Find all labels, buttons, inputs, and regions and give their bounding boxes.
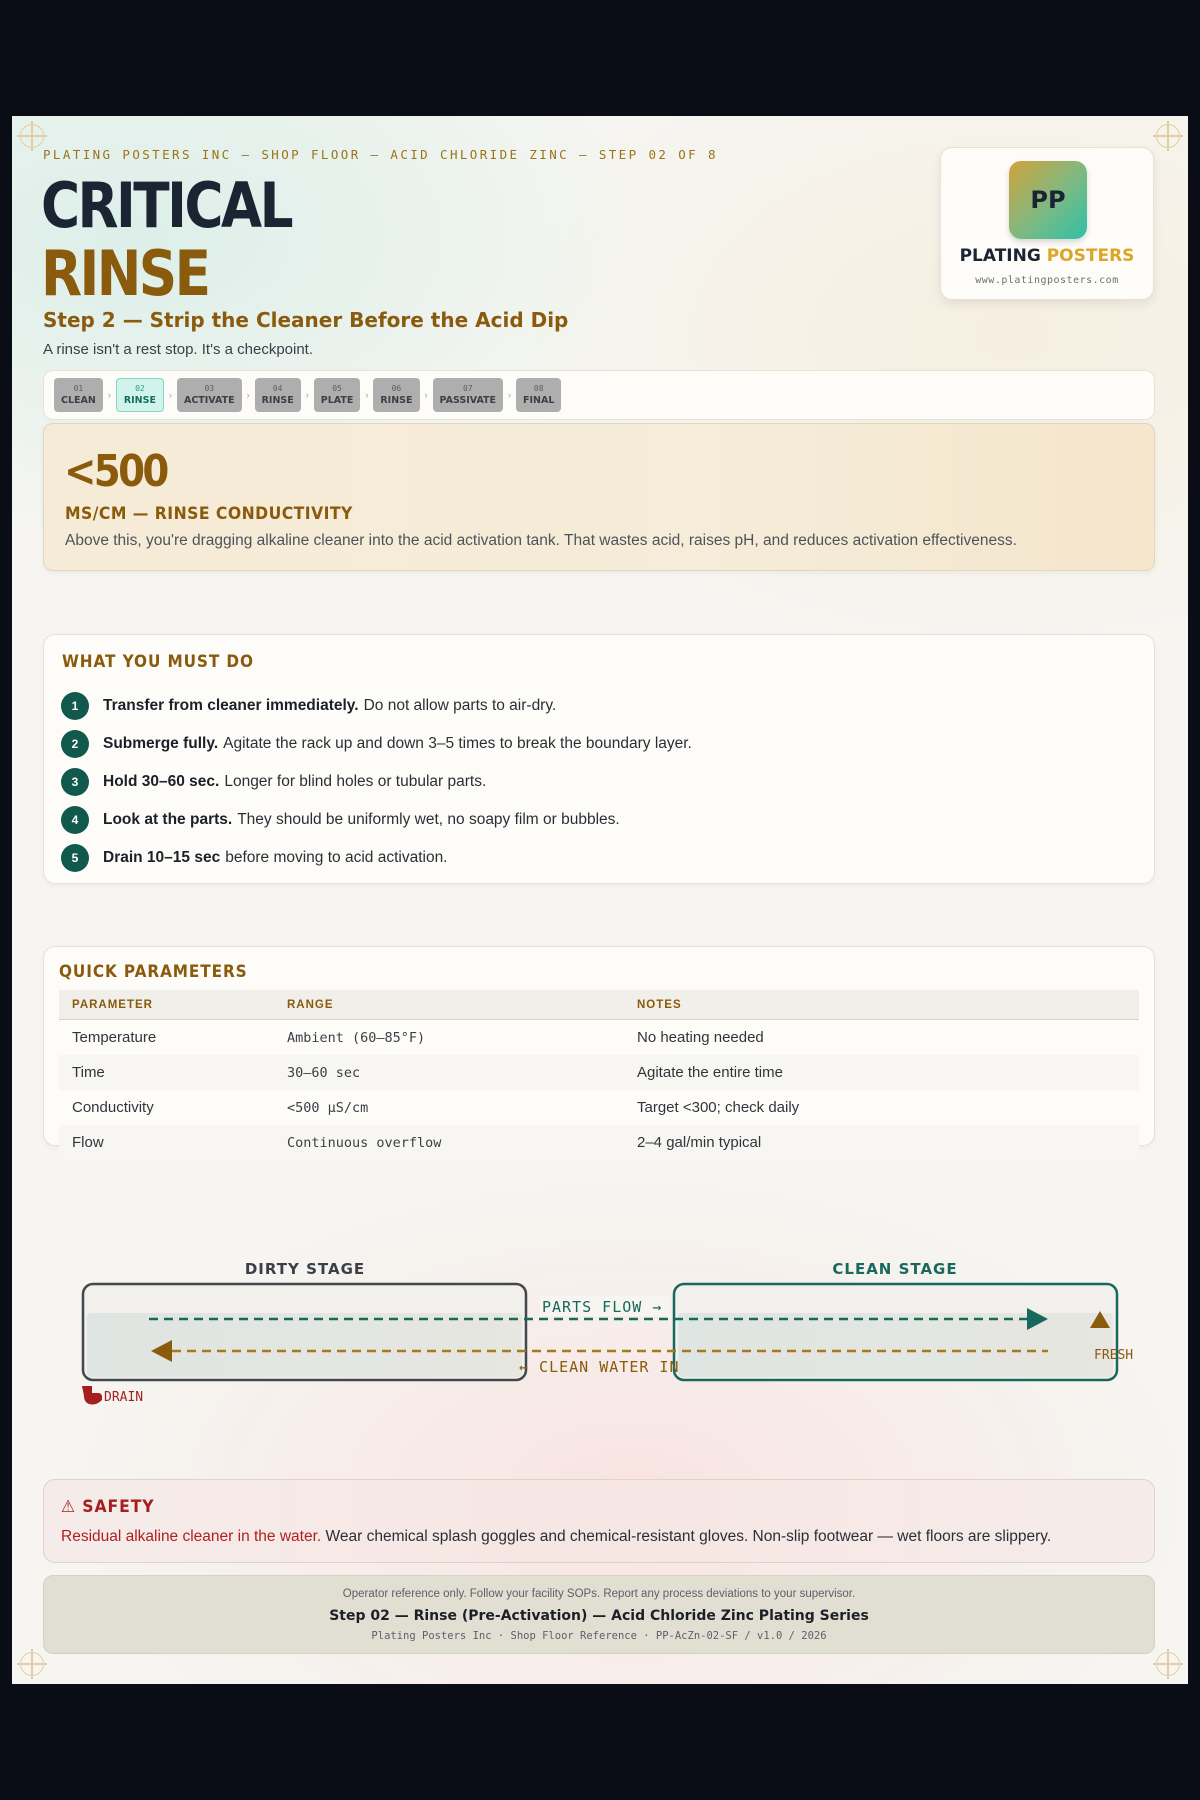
footer-meta: Plating Posters Inc · Shop Floor Reference · PP-AcZn-02-SF / v1.0 / 2026 [371,1630,827,1642]
item-text: Do not allow parts to air-dry. [363,697,557,714]
step-number: 07 [462,384,473,393]
step-separator-icon: › [107,390,111,400]
footer-note: Operator reference only. Follow your facility SOPs. Report any process deviations to your supervisor. [342,1588,856,1600]
title-line-1: CRITICAL [41,169,291,242]
registration-mark-icon [1156,1652,1180,1676]
column-header: NOTES [624,990,1139,1020]
table-cell: 2–4 gal/min typical [624,1125,1139,1160]
must-do-list [61,687,692,877]
step-chip-rinse [116,378,164,412]
step-number-badge: 4 [61,806,89,834]
registration-mark-icon [20,1652,44,1676]
list-item [61,801,692,839]
footer-title: Step 02 — Rinse (Pre-Activation) — Acid Chloride Zinc Plating Series [329,1608,869,1624]
parameters-title: QUICK PARAMETERS [59,962,248,982]
step-number: 02 [135,384,145,393]
logo-card [940,147,1154,300]
logo-badge-icon: PP [1009,161,1087,239]
step-separator-icon: › [424,390,428,400]
step-separator-icon: › [168,390,172,400]
table-cell: Time [59,1055,274,1090]
title-line-2: RINSE [41,237,209,310]
item-text: They should be uniformly wet, no soapy film or bubbles. [237,811,620,828]
drain-icon [82,1386,102,1405]
step-label: RINSE [261,395,294,406]
clean-water-label: ← CLEAN WATER IN [519,1358,680,1376]
item-emphasis: Drain 10–15 sec [103,849,221,866]
safety-body: Wear chemical splash goggles and chemical-resistant gloves. Non-slip footwear — wet floors are slippery. [325,1528,1052,1545]
callout-description: Above this, you're dragging alkaline cleaner into the acid activation tank. That wastes acid, raises pH, and reduces activation effectiveness. [65,532,1017,549]
dirty-stage-label: DIRTY STAGE [244,1260,366,1278]
rinse-flow-diagram [12,1246,1188,1405]
table-cell: Ambient (60–85°F) [287,1029,426,1046]
table-cell: <500 µS/cm [287,1099,369,1116]
clean-stage-label: CLEAN STAGE [832,1260,958,1278]
must-do-card [43,634,1155,884]
callout-value: <500 [64,446,167,497]
step-number-badge: 3 [61,768,89,796]
logo-url: www.platingposters.com [975,275,1119,286]
parts-flow-label: PARTS FLOW → [542,1298,663,1316]
step-number: 03 [204,384,215,393]
tagline: A rinse isn't a rest stop. It's a checkpoint. [43,341,314,358]
step-separator-icon: › [508,390,512,400]
step-chip-rinse [373,378,419,412]
dirty-tank-water [87,1313,522,1377]
step-label: RINSE [123,395,156,406]
registration-mark-icon [20,124,44,148]
footer [43,1575,1155,1654]
item-text: Longer for blind holes or tubular parts. [224,773,487,790]
table-cell: Flow [59,1125,274,1160]
step-chip-passivate [433,378,504,412]
item-text: before moving to acid activation. [225,849,448,866]
step-number-badge: 1 [61,692,89,720]
item-text: Agitate the rack up and down 3–5 times to break the boundary layer. [223,735,692,752]
column-header: PARAMETER [59,990,274,1020]
item-emphasis: Submerge fully. [103,735,219,752]
step-label: PLATE [320,395,354,406]
step-number: 08 [533,384,544,393]
clean-tank-water [678,1313,1113,1377]
step-label: CLEAN [61,395,96,406]
must-do-title: WHAT YOU MUST DO [62,652,254,672]
table-cell: Temperature [72,1029,157,1046]
step-label: PASSIVATE [439,395,497,406]
logo-name-part2: POSTERS [1046,246,1135,266]
parameters-table [59,990,1139,1160]
step-number-badge: 5 [61,844,89,872]
table-row [59,1020,1139,1056]
step-list [54,378,561,412]
step-chip-plate [314,378,361,412]
step-label: FINAL [523,395,555,406]
item-emphasis: Look at the parts. [103,811,233,828]
poster [12,116,1188,1684]
column-header: RANGE [274,990,624,1020]
step-number: 04 [272,384,283,393]
step-chip-activate [177,378,242,412]
safety-highlight: Residual alkaline cleaner in the water. [61,1528,322,1545]
callout-label: MS/CM — RINSE CONDUCTIVITY [65,504,353,524]
step-chip-final [516,378,561,412]
fresh-label: FRESH [1094,1348,1134,1363]
step-number: 05 [332,384,342,393]
table-header-row [59,990,1139,1020]
step-number-badge: 2 [61,730,89,758]
logo-name [941,246,1153,266]
list-item [61,839,692,877]
step-number: 01 [73,384,84,393]
conductivity-callout [43,423,1155,571]
list-item [61,687,692,725]
table-cell: Target <300; check daily [637,1099,800,1116]
safety-card [43,1479,1155,1563]
list-item [61,763,692,801]
registration-mark-icon [1156,124,1180,148]
step-separator-icon: › [305,390,309,400]
step-label: RINSE [380,395,413,406]
step-chip-clean [54,378,103,412]
step-number: 06 [391,384,402,393]
table-row [59,1090,1139,1125]
table-cell: No heating needed [637,1029,764,1046]
drain-label: DRAIN [104,1390,144,1405]
step-separator-icon: › [246,390,250,400]
step-chip-rinse [255,378,301,412]
step-progress-bar [43,370,1155,420]
item-emphasis: Hold 30–60 sec. [103,773,220,790]
page-subtitle: Step 2 — Strip the Cleaner Before the Acid Dip [43,308,569,332]
parameters-card [43,946,1155,1151]
safety-title: ⚠ SAFETY [61,1497,155,1517]
table-cell: Agitate the entire time [624,1055,1139,1090]
list-item [61,725,692,763]
logo-name-part1: PLATING [959,246,1041,266]
step-separator-icon: › [365,390,369,400]
table-row [59,1055,1139,1090]
page-title [41,169,291,310]
table-cell: 30–60 sec [274,1055,624,1090]
step-label: ACTIVATE [183,395,235,406]
item-emphasis: Transfer from cleaner immediately. [103,697,359,714]
safety-text [61,1528,1051,1546]
table-cell: Continuous overflow [274,1125,624,1160]
table-cell: Conductivity [72,1099,154,1116]
eyebrow-text: PLATING POSTERS INC — SHOP FLOOR — ACID CHLORIDE ZINC — STEP 02 OF 8 [43,147,718,162]
table-row [59,1125,1139,1160]
